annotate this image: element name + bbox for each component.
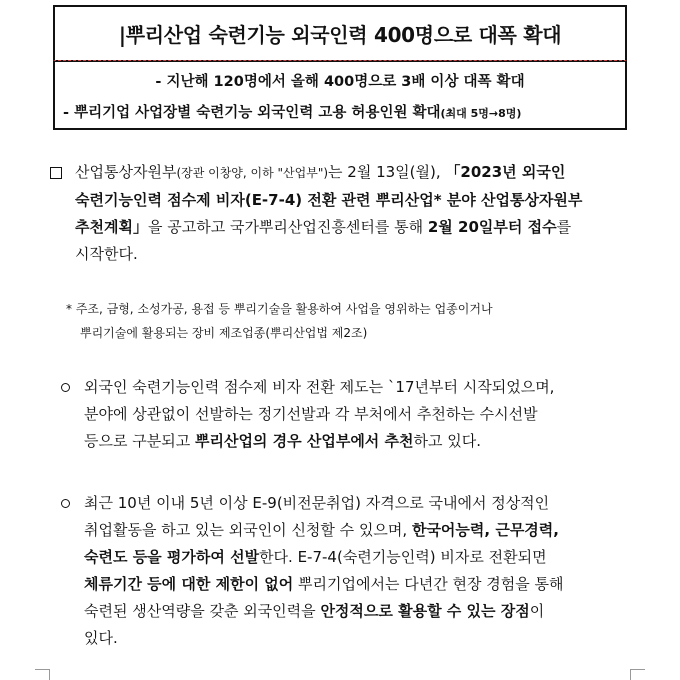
bullet2-line-4b: 뿌리기업에서는 다년간 현장 경험을 통해 [293, 575, 564, 593]
bullet2-line-2 [84, 517, 563, 544]
date-text: 는 2월 13일(월), [328, 163, 446, 181]
ministry-name: 산업통상자원부 [75, 163, 177, 181]
crop-mark-right [630, 669, 645, 680]
bullet2-line-3 [84, 544, 563, 571]
bullet2-line-5c: 이 [529, 602, 545, 620]
bullet1-line-1: 외국인 숙련기능인력 점수제 비자 전환 제도는 `17년부터 시작되었으며, [84, 378, 555, 396]
title-box [53, 5, 627, 62]
section1-line-4: 시작한다. [75, 245, 138, 263]
subtitle-line-2 [63, 101, 521, 122]
subtitle-box [53, 60, 627, 130]
bullet2-line-3b: 한다. E-7-4(숙련기능인력) 비자로 전환되면 [259, 548, 547, 566]
bullet2-line-5 [84, 598, 563, 625]
section1-line-1 [75, 159, 582, 187]
ministry-note: (장관 이창양, 이하 "산업부") [176, 166, 329, 180]
bullet2-paragraph [84, 490, 563, 652]
subtitle-line-1: - 지난해 120명에서 올해 400명으로 3배 이상 대폭 확대 [155, 74, 525, 90]
bullet2-line-6: 있다. [84, 629, 118, 647]
footnote-line-1: * 주조, 금형, 소성가공, 용접 등 뿌리기술을 활용하여 사업을 영위하는 업종이거나 [66, 302, 493, 316]
bullet2-line-4a: 체류기간 등에 대한 제한이 없어 [84, 575, 294, 593]
bullet1-line-2: 분야에 상관없이 선발하는 정기선발과 각 부처에서 추천하는 수시선발 [84, 405, 538, 423]
bullet1-line-3 [84, 428, 554, 455]
subtitle-line-2-small: (최대 5명→8명) [440, 107, 522, 120]
bullet2-line-1: 최근 10년 이내 5년 이상 E-9(비전문취업) 자격으로 국내에서 정상적인 [84, 494, 550, 512]
footnote-line-2: 뿌리기술에 활용되는 장비 제조업종(뿌리산업법 제2조) [80, 326, 368, 340]
bullet2-line-5a: 숙련된 생산역량을 갖춘 외국인력을 [84, 602, 321, 620]
bullet2-line-4 [84, 571, 563, 598]
bullet1-paragraph [84, 374, 554, 455]
announcement-text: 을 공고하고 국가뿌리산업진흥센터를 통해 [147, 218, 428, 236]
subtitle-line-2-main: - 뿌리기업 사업장별 숙련기능 외국인력 고용 허용인원 확대 [63, 105, 441, 121]
bullet2-line-3a: 숙련도 등을 평가하여 선발 [84, 548, 260, 566]
bullet2-line-5b: 안정적으로 활용할 수 있는 장점 [320, 602, 530, 620]
reception-date: 2월 20일부터 접수 [427, 218, 557, 236]
bullet1-line-3a: 등으로 구분되고 [84, 432, 195, 450]
page-title: |뿌리산업 숙련기능 외국인력 400명으로 대폭 확대 [118, 23, 562, 47]
circle-bullet-icon [61, 383, 70, 392]
bullet2-line-2b: 한국어능력, 근무경력, [411, 521, 559, 539]
footnote [66, 297, 493, 345]
bullet1-line-3b: 뿌리산업의 경우 산업부에서 추천 [194, 432, 414, 450]
section1-line-3 [75, 214, 582, 241]
bullet1-line-3c: 하고 있다. [413, 432, 481, 450]
section1-line-2: 숙련기능인력 점수제 비자(E-7-4) 전환 관련 뿌리산업* 분야 산업통상자원부 [75, 191, 583, 209]
circle-bullet-icon [61, 499, 70, 508]
square-bullet-icon [50, 167, 62, 179]
plan-title-start: 「2023년 외국인 [445, 163, 566, 181]
plan-title-end: 추천계획」 [75, 218, 148, 236]
crop-mark-left [35, 669, 50, 680]
particle: 를 [556, 218, 572, 236]
section1-paragraph [75, 159, 582, 268]
bullet2-line-2a: 취업활동을 하고 있는 외국인이 신청할 수 있으며, [84, 521, 412, 539]
